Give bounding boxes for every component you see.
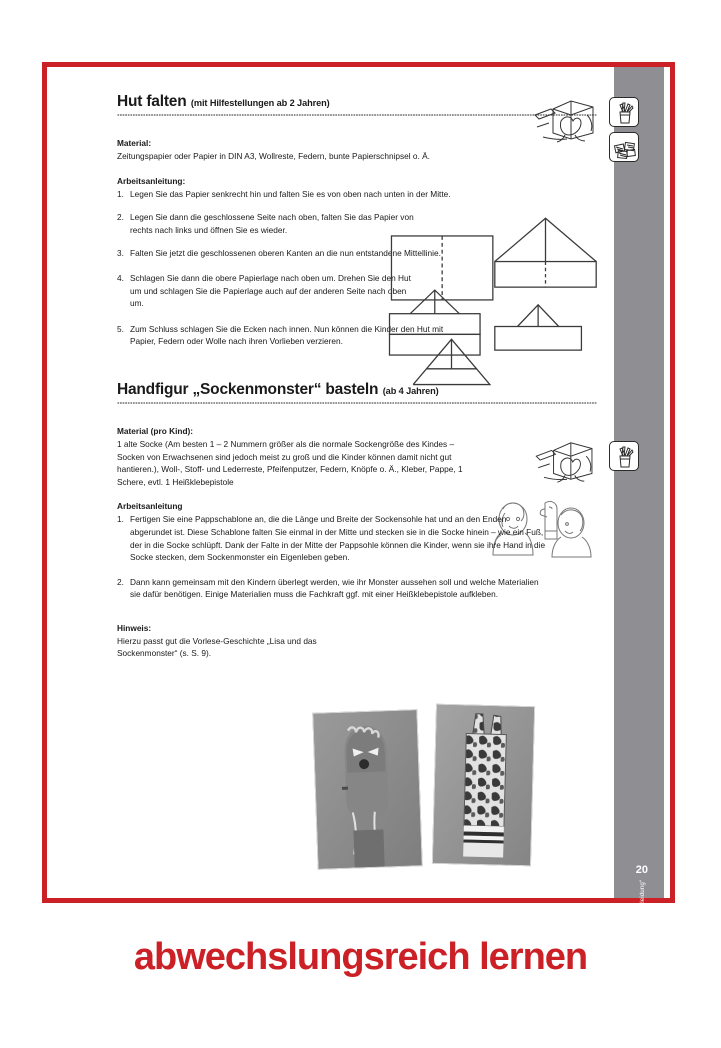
step-item bbox=[117, 211, 417, 236]
section-heading-hut-falten bbox=[117, 93, 619, 121]
step-text: Fertigen Sie eine Pappschablone an, die die Länge und Breite der Sockensohle hat und an den Enden abgerundet ist. Diese Schablone falten Sie einmal in der Mitte und stecken sie in die Socke hinein – wie ein Fuß, der in die Socke schlüpft. Dank der Falte in der Mitte der Pappsohle können die Kinder, wenn sie ihre Hand in die Socke stecken, dem Sockenmonster ein Eigenleben geben. bbox=[130, 514, 546, 563]
side-credit-text: BVK · Angelika Hüsken: Kita aktiv „Projektmappe Kleidung“ bbox=[639, 879, 646, 1048]
page-number: 20 bbox=[635, 864, 648, 876]
sock-puppet-photo-grey-monster bbox=[312, 709, 422, 870]
step-number: 1. bbox=[117, 514, 124, 525]
step-item bbox=[117, 513, 549, 563]
section1-material-text: Zeitungspapier oder Papier in DIN A3, Wollreste, Federn, bunte Papierschnipsel o. Ä. bbox=[117, 151, 430, 161]
step-text: Schlagen Sie dann die obere Papierlage nach oben um. Drehen Sie den Hut um und schlagen Sie die Papierlage auch auf der anderen Seite nach oben um. bbox=[130, 272, 411, 309]
step-item bbox=[117, 188, 619, 201]
section2-title: Handfigur „Sockenmonster“ basteln bbox=[117, 380, 379, 398]
section-heading-sockenmonster bbox=[117, 381, 619, 409]
step-number: 3. bbox=[117, 248, 124, 259]
footer-slogan: abwechslungsreich lernen bbox=[133, 936, 588, 978]
section2-steps bbox=[117, 513, 619, 601]
section1-title: Hut falten bbox=[117, 93, 187, 110]
section2-note-text: Hierzu passt gut die Vorlese-Geschichte „Lisa und das Sockenmonster“ (s. S. 9). bbox=[117, 635, 317, 659]
side-band bbox=[614, 67, 664, 898]
section2-subtitle: (ab 4 Jahren) bbox=[382, 385, 439, 396]
section2-material-label: Material (pro Kind): bbox=[117, 425, 194, 436]
section1-steps bbox=[117, 188, 619, 348]
section2-material-text: 1 alte Socke (Am besten 1 – 2 Nummern größer als die normale Sockengröße des Kindes – Socken von Erwachsenen sind jedoch meist zu groß und die Kinder können damit nicht gut hantieren.), Woll-, Stoff- und Lederreste, Pfeifenputzer, Federn, Knöpfe o. Ä., Kleber, Pappe, 1 Schere, evtl. 1 Heißklebepistole bbox=[117, 438, 463, 487]
step-number: 1. bbox=[117, 188, 124, 199]
section1-subtitle: (mit Hilfestellungen ab 2 Jahren) bbox=[190, 98, 330, 108]
step-item bbox=[117, 247, 619, 260]
section2-note-label: Hinweis: bbox=[117, 622, 152, 633]
heading-dotted-rule bbox=[117, 402, 597, 404]
step-number: 5. bbox=[117, 323, 124, 334]
sock-puppet-photo-patterned-monster bbox=[432, 704, 535, 867]
step-text: Zum Schluss schlagen Sie die Ecken nach innen. Nun können die Kinder den Hut mit Papier, Federn oder Wolle nach ihren Vorlieben verzieren. bbox=[130, 323, 444, 347]
step-text: Falten Sie jetzt die geschlossenen oberen Kanten an die nun entstandene Mittellinie. bbox=[130, 248, 441, 259]
step-item bbox=[117, 272, 417, 310]
step-text: Legen Sie das Papier senkrecht hin und falten Sie es von oben nach unten in der Mitte. bbox=[130, 188, 451, 199]
section1-material-label: Material: bbox=[117, 138, 152, 148]
step-item bbox=[117, 323, 447, 348]
step-text: Legen Sie dann die geschlossene Seite nach oben, falten Sie das Papier von rechts nach links und öffnen Sie es wieder. bbox=[130, 212, 414, 235]
step-item bbox=[117, 576, 549, 601]
step-text: Dann kann gemeinsam mit den Kindern überlegt werden, wie ihr Monster aussehen soll und welche Materialien sie dafür benötigen. Einige Materialien muss die Fachkraft ggf. mit einer Heißklebepistole aufkleben. bbox=[130, 576, 539, 600]
step-number: 4. bbox=[117, 272, 124, 283]
step-number: 2. bbox=[117, 576, 124, 587]
section1-instructions-label: Arbeitsanleitung: bbox=[117, 175, 186, 186]
heading-dotted-rule bbox=[117, 114, 597, 116]
section2-instructions-label: Arbeitsanleitung bbox=[117, 501, 183, 512]
step-number: 2. bbox=[117, 212, 124, 223]
